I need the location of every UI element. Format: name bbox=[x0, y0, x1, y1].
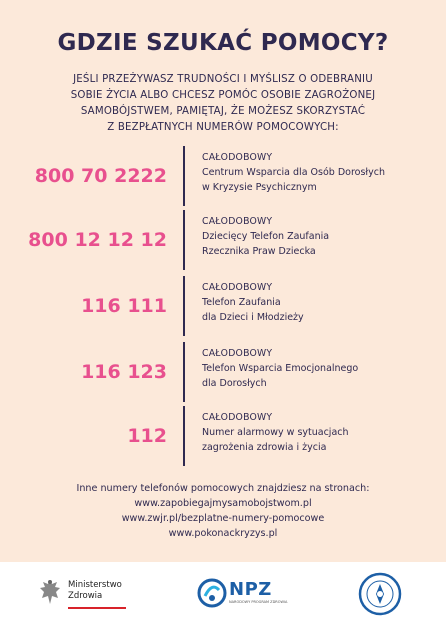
helpline-row bbox=[0, 406, 446, 466]
intro-text bbox=[20, 72, 426, 136]
helpline-desc: Rzecznika Praw Dziecka bbox=[202, 246, 316, 257]
helpline-info bbox=[202, 410, 432, 455]
ministry-line: Zdrowia bbox=[68, 591, 103, 601]
helpline-category: CAŁODOBOWY bbox=[202, 412, 273, 423]
npz-symbol-icon bbox=[197, 576, 227, 610]
ministry-name bbox=[68, 580, 122, 602]
npz-logo bbox=[197, 574, 287, 614]
footer bbox=[0, 481, 446, 541]
npz-wordmark: NPZ bbox=[229, 579, 272, 600]
logo-bar bbox=[0, 562, 446, 623]
divider bbox=[183, 342, 185, 402]
helpline-desc: Centrum Wsparcia dla Osób Dorosłych bbox=[202, 167, 385, 178]
intro-line: SOBIE ŻYCIA ALBO CHCESZ POMÓC OSOBIE ZAGROŻONEJ bbox=[70, 90, 376, 101]
divider bbox=[183, 276, 185, 336]
helpline-desc: dla Dzieci i Młodzieży bbox=[202, 312, 304, 323]
footer-text: Inne numery telefonów pomocowych znajdziesz na stronach: bbox=[76, 483, 370, 494]
footer-link[interactable]: www.zapobiegajmysamobojstwom.pl bbox=[134, 498, 312, 509]
helpline-desc: Dziecięcy Telefon Zaufania bbox=[202, 231, 330, 242]
divider bbox=[183, 210, 185, 270]
helpline-category: CAŁODOBOWY bbox=[202, 282, 273, 293]
helpline-desc: zagrożenia zdrowia i życia bbox=[202, 442, 327, 453]
helpline-number[interactable]: 116 111 bbox=[81, 295, 167, 317]
helpline-row bbox=[0, 342, 446, 402]
helpline-row bbox=[0, 210, 446, 270]
helpline-desc: w Kryzysie Psychicznym bbox=[202, 182, 317, 193]
intro-line: Z BEZPŁATNYCH NUMERÓW POMOCOWYCH: bbox=[107, 122, 339, 133]
helpline-info bbox=[202, 280, 432, 325]
helpline-info bbox=[202, 150, 432, 195]
divider bbox=[183, 406, 185, 466]
ministry-logo bbox=[38, 574, 138, 614]
helpline-info bbox=[202, 214, 432, 259]
intro-line: SAMOBÓJSTWEM, PAMIĘTAJ, ŻE MOŻESZ SKORZYSTAĆ bbox=[80, 106, 366, 117]
intro-line: JEŚLI PRZEŻYWASZ TRUDNOŚCI I MYŚLISZ O ODEBRANIU bbox=[73, 74, 373, 85]
helpline-category: CAŁODOBOWY bbox=[202, 152, 273, 163]
helpline-desc: dla Dorosłych bbox=[202, 378, 267, 389]
ministry-red-line bbox=[68, 607, 126, 609]
footer-link[interactable]: www.zwjr.pl/bezplatne-numery-pomocowe bbox=[121, 513, 325, 524]
helpline-info bbox=[202, 346, 432, 391]
helpline-desc: Telefon Wsparcia Emocjonalnego bbox=[202, 363, 359, 374]
helpline-category: CAŁODOBOWY bbox=[202, 348, 273, 359]
ipin-logo bbox=[358, 572, 402, 616]
helpline-category: CAŁODOBOWY bbox=[202, 216, 273, 227]
ministry-line: Ministerstwo bbox=[68, 580, 122, 590]
helpline-number[interactable]: 112 bbox=[127, 425, 167, 447]
helpline-number[interactable]: 800 70 2222 bbox=[34, 165, 167, 187]
helpline-number[interactable]: 800 12 12 12 bbox=[28, 229, 167, 251]
npz-subtitle: NARODOWY PROGRAM ZDROWIA bbox=[229, 600, 288, 604]
helpline-row bbox=[0, 146, 446, 206]
page-title: GDZIE SZUKAĆ POMOCY? bbox=[57, 30, 389, 56]
ipin-seal-icon bbox=[358, 572, 402, 616]
footer-link[interactable]: www.pokonackryzys.pl bbox=[168, 528, 278, 539]
helpline-desc: Numer alarmowy w sytuacjach bbox=[202, 427, 349, 438]
eagle-icon bbox=[38, 578, 62, 608]
helpline-number[interactable]: 116 123 bbox=[81, 361, 167, 383]
helpline-row bbox=[0, 276, 446, 336]
divider bbox=[183, 146, 185, 206]
helpline-desc: Telefon Zaufania bbox=[202, 297, 281, 308]
